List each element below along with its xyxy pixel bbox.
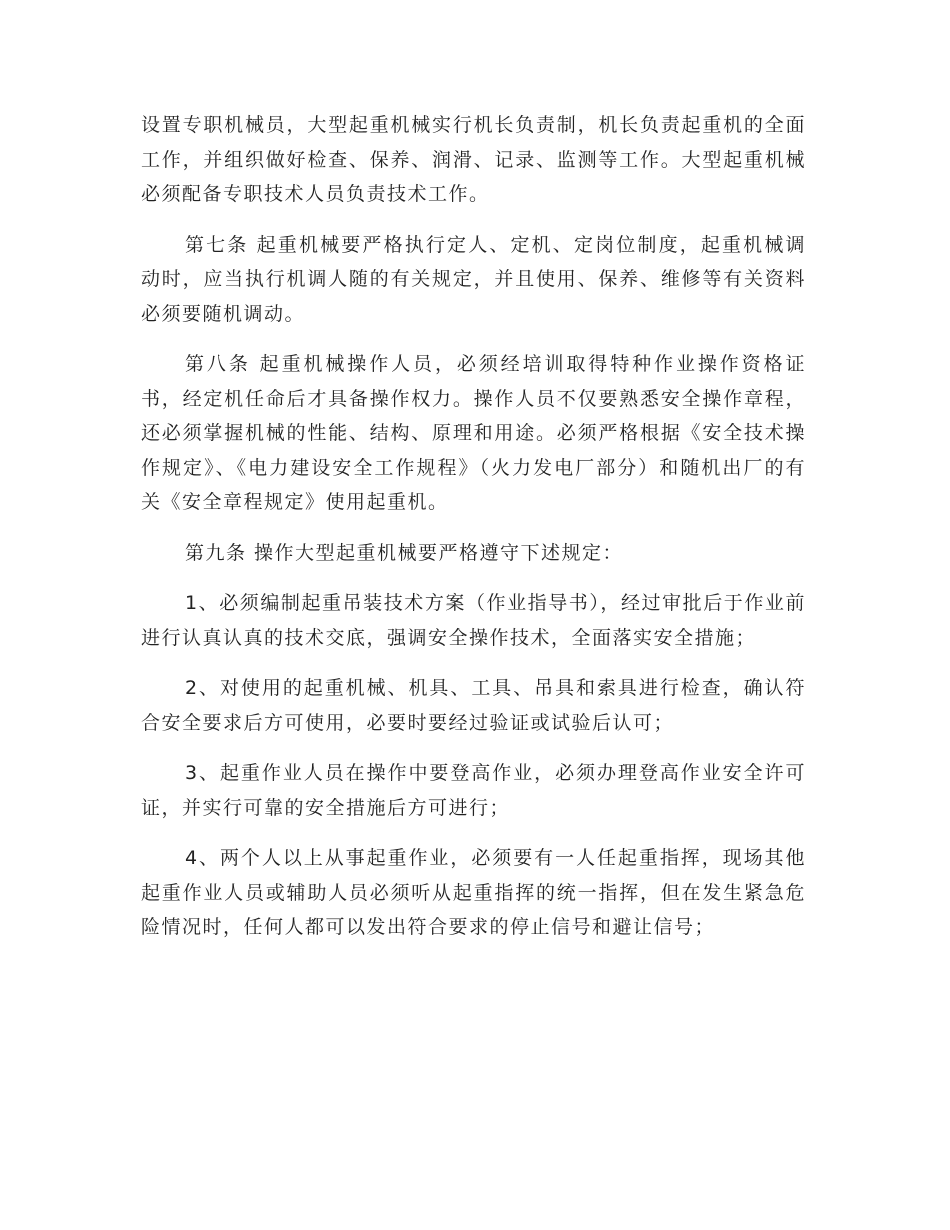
paragraph-article-8: 第八条 起重机械操作人员，必须经培训取得特种作业操作资格证书，经定机任命后才具备操作权力。操作人员不仅要熟悉安全操作章程，还必须掌握机械的性能、结构、原理和用途。必须严格根据《安全技术操作规定》、《电力建设安全工作规程》（火力发电厂部分）和随机出厂的有关《安全章程规定》使用起重机。 xyxy=(141,353,806,513)
paragraph-article-9: 第九条 操作大型起重机械要严格遵守下述规定： xyxy=(185,541,624,564)
paragraph-article-7: 第七条 起重机械要严格执行定人、定机、定岗位制度，起重机械调动时，应当执行机调人随的有关规定，并且使用、保养、维修等有关资料必须要随机调动。 xyxy=(141,233,806,325)
document-body xyxy=(141,108,806,961)
paragraph-item-1: 1、必须编制起重吊装技术方案（作业指导书），经过审批后于作业前进行认真认真的技术交底，强调安全操作技术，全面落实安全措施； xyxy=(141,592,806,649)
paragraph-item-2: 2、对使用的起重机械、机具、工具、吊具和索具进行检查，确认符合安全要求后方可使用，必要时要经过验证或试验后认可； xyxy=(141,677,806,734)
paragraph-item-4: 4、两个人以上从事起重作业，必须要有一人任起重指挥，现场其他起重作业人员或辅助人员必须听从起重指挥的统一指挥，但在发生紧急危险情况时，任何人都可以发出符合要求的停止信号和避让信号； xyxy=(141,847,806,938)
paragraph-item-3: 3、起重作业人员在操作中要登高作业，必须办理登高作业安全许可证，并实行可靠的安全措施后方可进行； xyxy=(141,762,806,819)
paragraph-intro: 设置专职机械员，大型起重机械实行机长负责制，机长负责起重机的全面工作，并组织做好检查、保养、润滑、记录、监测等工作。大型起重机械必须配备专职技术人员负责技术工作。 xyxy=(141,114,806,205)
